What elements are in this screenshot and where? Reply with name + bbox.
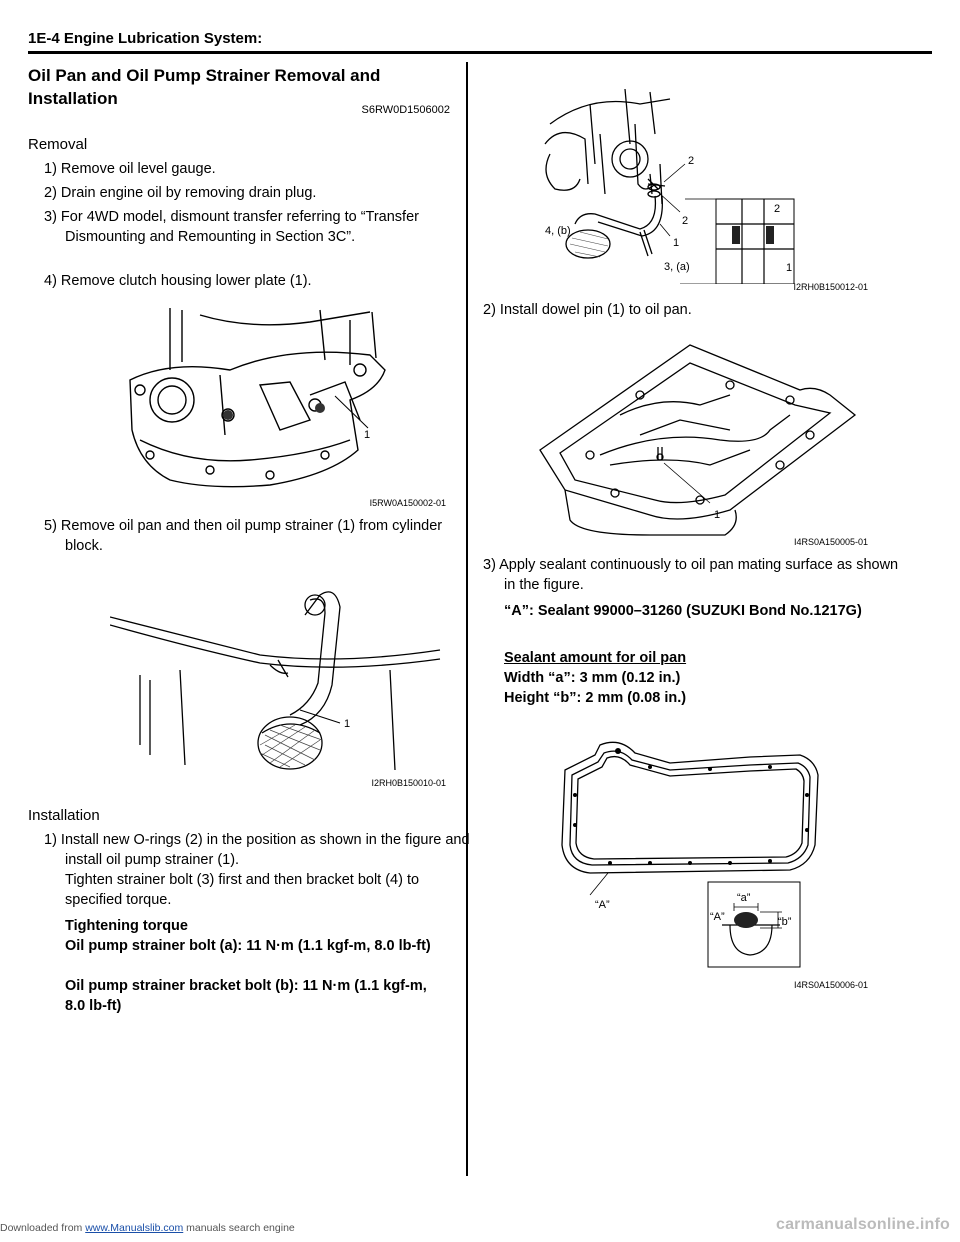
fig2-code: I2RH0B150010-01 bbox=[371, 778, 446, 788]
header-rule bbox=[28, 51, 932, 54]
removal-step-1: 1) Remove oil level gauge. bbox=[44, 161, 216, 177]
figure-sealant-pattern bbox=[550, 735, 850, 970]
fig3-inset-label-2: 2 bbox=[774, 203, 781, 215]
sealant-height: Height “b”: 2 mm (0.08 in.) bbox=[504, 690, 687, 706]
torque-strainer-bolt: Oil pump strainer bolt (a): 11 N·m (1.1 kgf-m, 8.0 lb-ft) bbox=[65, 938, 431, 954]
figure-oil-pump-strainer bbox=[110, 565, 450, 785]
footer-prefix: Downloaded from bbox=[0, 1222, 86, 1234]
fig5-label-A: “A” bbox=[595, 899, 610, 911]
fig3-label-2b: 2 bbox=[682, 215, 689, 227]
removal-step-5: 5) Remove oil pan and then oil pump strainer (1) from cylinder block. bbox=[44, 518, 443, 554]
sealant-amount-heading: Sealant amount for oil pan bbox=[504, 650, 687, 666]
torque-heading: Tightening torque bbox=[65, 918, 188, 934]
installation-step-3: 3) Apply sealant continuously to oil pan mating surface as shown in the figure. bbox=[483, 557, 899, 593]
footer-suffix: manuals search engine bbox=[183, 1222, 295, 1234]
installation-step-2: 2) Install dowel pin (1) to oil pan. bbox=[483, 302, 692, 318]
footer-download-text bbox=[0, 1222, 295, 1234]
installation-heading: Installation bbox=[28, 807, 100, 824]
fig4-callout: 1 bbox=[714, 509, 721, 521]
fig3-label-4b: 4, (b) bbox=[545, 225, 571, 237]
section-title: Oil Pan and Oil Pump Strainer Removal and Installation bbox=[28, 66, 381, 108]
removal-step-3: 3) For 4WD model, dismount transfer referring to “Transfer Dismounting and Remounting in Section 3C”. bbox=[44, 209, 419, 245]
figure-strainer-installation bbox=[530, 84, 870, 284]
footer-watermark: carmanualsonline.info bbox=[775, 1216, 950, 1233]
fig5-label-A-inset: “A” bbox=[710, 911, 725, 923]
fig3-code: I2RH0B150012-01 bbox=[793, 282, 868, 292]
removal-heading: Removal bbox=[28, 136, 88, 153]
column-divider bbox=[466, 62, 468, 1176]
sealant-spec: “A”: Sealant 99000–31260 (SUZUKI Bond No.1217G) bbox=[504, 603, 862, 619]
fig3-label-3a: 3, (a) bbox=[664, 261, 690, 273]
installation-step-1b: Tighten strainer bolt (3) first and then bracket bolt (4) to specified torque. bbox=[65, 872, 420, 908]
fig4-code: I4RS0A150005-01 bbox=[793, 537, 868, 547]
section-code: S6RW0D1506002 bbox=[361, 104, 450, 116]
removal-step-2: 2) Drain engine oil by removing drain plug. bbox=[44, 185, 317, 201]
sealant-width: Width “a”: 3 mm (0.12 in.) bbox=[504, 670, 681, 686]
fig3-label-2a: 2 bbox=[688, 155, 695, 167]
fig2-callout: 1 bbox=[344, 718, 351, 730]
fig3-inset-label-1: 1 bbox=[786, 262, 793, 274]
fig5-code: I4RS0A150006-01 bbox=[793, 980, 868, 990]
page-header: 1E-4 Engine Lubrication System: bbox=[28, 30, 263, 47]
footer-link[interactable]: www.Manualslib.com bbox=[85, 1222, 184, 1234]
fig3-label-1: 1 bbox=[673, 237, 680, 249]
fig1-code: I5RW0A150002-01 bbox=[369, 498, 446, 508]
fig5-label-b: “b” bbox=[778, 916, 792, 928]
removal-step-4: 4) Remove clutch housing lower plate (1). bbox=[44, 273, 312, 289]
figure-clutch-housing bbox=[110, 300, 450, 512]
fig1-callout: 1 bbox=[364, 429, 371, 441]
installation-step-1: 1) Install new O-rings (2) in the position as shown in the figure and install oil pump strainer (1). bbox=[44, 832, 470, 868]
fig5-label-a: “a” bbox=[737, 892, 751, 904]
figure-oil-pan-dowel bbox=[530, 335, 870, 540]
torque-bracket-bolt: Oil pump strainer bracket bolt (b): 11 N·m (1.1 kgf-m, 8.0 lb-ft) bbox=[65, 978, 427, 1014]
